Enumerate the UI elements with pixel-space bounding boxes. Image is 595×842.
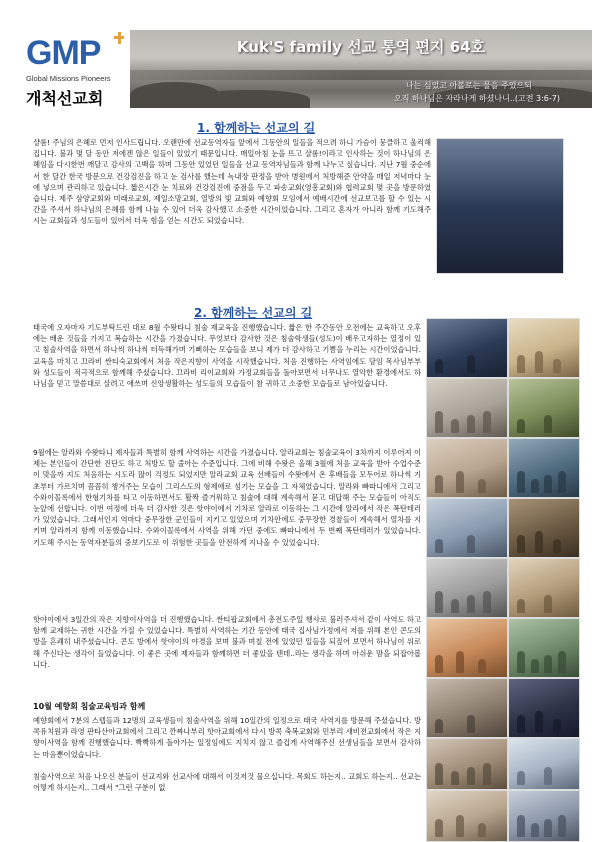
person-figure	[483, 411, 491, 433]
person-figure	[456, 815, 464, 837]
person-figure	[517, 715, 525, 733]
person-figure	[544, 595, 552, 613]
person-figure	[558, 651, 566, 673]
photo-worship-service	[436, 138, 564, 274]
person-figure	[544, 819, 552, 837]
gmp-logo	[22, 30, 132, 110]
person-figure	[531, 659, 539, 673]
photo-bedside-care	[426, 438, 508, 498]
person-figure	[435, 819, 443, 837]
section-1-paragraph: 샬롬! 주님의 은혜로 먼저 인사드립니다. 오랜만에 선교동역자들 앞에서 그동안의 일들을 적으려 하니 가슴이 뭉클하고 울컥해집니다. 불과 몇 달 동안 저에겐 않은 일들이 있었기 때문입니다. 매일아침 눈을 뜨고 샬롬!이라고 인사하는 것이 하나님의 은혜임을 다시한번 깨달고 감사의 고백을 하며 그동안 있었던 일들을 선교 동역자님들과 함께 나누고 싶습니다. 지난 7월 중순에서 한 달간 한국 방문으로 건강검진을 하고 눈 검사를 했는데 녹내장 판정을 받아 병원에서 처방해준 안약을 매일 저녁마다 눈에 넣으며 관리하고 있습니다. 짧은시간 눈 치료와 건강검진에 중점을 두고 파송교회(영흥교회)와 협력교회 몇 곳을 방문하였습니다. 제주 삼양교회와 미래로교회, 제일소망교회, 열방의 빛 교회와 예향회 모임에서 예배시간에 선교보고를 할 수 있는 시간을 주셔서 하나님의 은혜를 함께 나눌 수 있어 더욱 감사했고 소중한 시간이었습니다. 그리고 혼자가 아니라 함께 기도해주시는 교회들과 성도들이 있어서 더욱 힘을 얻는 시간도 되었습니다.	[33, 138, 431, 226]
photo-evening-city	[508, 678, 580, 738]
photo-group-teaching	[508, 318, 580, 378]
person-figure	[544, 767, 552, 785]
person-figure	[478, 823, 486, 837]
photo-outdoor-treatment	[508, 378, 580, 438]
verse-line-2: 오직 하나님은 자라나게 하셨나니..(고전 3:6-7)	[394, 94, 560, 103]
person-figure	[456, 471, 464, 493]
photo-outdoor-group	[508, 618, 580, 678]
person-figure	[435, 719, 443, 733]
person-figure	[435, 411, 443, 433]
photo-fill	[437, 139, 563, 273]
person-figure	[517, 419, 525, 433]
person-figure	[467, 715, 475, 733]
person-figure	[517, 471, 525, 493]
church-name: 개척선교회	[26, 89, 104, 108]
person-figure	[531, 823, 539, 837]
section-2-title: 2. 함께하는 선교의 길	[194, 306, 313, 320]
person-figure	[531, 479, 539, 493]
person-figure	[483, 763, 491, 785]
section-2-paragraph-3: 핫야이에서 3일간의 작은 지향이사역을 더 진행했습니다. 싼티팝교회에서 총전도주일 행사로 불러주셔서 같이 사역도 하고 함께 교제하는 귀한 시간을 가질 수 있었습니다. 특별히 사역하는 기간 동안에 태국 집사님가정에서 저를 위해 본인 콘도의 방을 흔쾌히 내주셨습니다. 콘도 방에서 핫야이의 야경을 보며 불과 며칠 전에 있었던 일들을 되짚어 보면서 하나님이 위로해 주신다는 생각이 들었습니다. 이 좋은 곳에 제자들과 함께하면 더 좋았을 텐데..라는 생각을 하며 아쉬운 맘을 되잡아봅니다.	[33, 615, 421, 669]
section-3-paragraph-1: 예향회에서 7분의 스텝들과 12명의 교육생들이 침술사역을 위해 10일간의 일정으로 태국 사역지를 방문해 주셨습니다. 방콕유치원과 라영 판타산아교회에서 그리고 깐짜나부리 핫아교회에서 다시 방콕 축복교회와 민부리 새비젼교회에서 작은 지향이사역을 함께 진행했습니다. 빡빡하게 돌아가는 일정임에도 지치지 않고 즐겁게 사역해주신 선생님들을 보면서 감사하는 마음뿐이었습니다.	[33, 716, 421, 759]
person-figure	[553, 539, 561, 553]
person-figure	[517, 815, 525, 837]
person-figure	[435, 359, 443, 373]
photo-train-travel	[426, 558, 508, 618]
person-figure	[467, 415, 475, 433]
section-2-paragraph-2: 9월에는 알라와 수왓타니 제자들과 특별히 함께 사역하는 시간을 가졌습니다. 알라교회는 침술교육이 3차까지 이루어져 이제는 본인들이 간단한 진단도 하고 처방도 할 줄아는 수준입니다. 그에 비해 수왓은 올해 3월에 처음 교육을 받아 수업수준이 맞을까 지도 처음하는 시도라 많이 걱정도 되었지만 알라교회 교육 선배들이 수왓에서 온 후배들을 모두어로 하나씩 기초부터 가르치며 꼼꼼히 챙겨주는 모습이 그리스도의 형제애로 섬기는 모습을 그 자체였습니다. 알라와 빠따니에서 그리고 수와이꼴록에서 한형기차를 타고 이동하면서도 활짝 즐거워하고 침술에 대해 계속해서 묻고 대답해 주는 모습들이 아직도 눈앞에 선합니다. 이번 여정에 더욱 더 감사한 것은 핫야이에서 기차로 알라로 이동하는 그 시간에 알라에서 작은 폭탄테러가 있었습니다. 그래서인지 역마다 중무장한 군인들이 지키고 있었으며 기차안에도 중무장한 경찰들이 계속해서 열차를 지키며 알라까지 함께 이동했습니다. 수와이꼴록에서 사역을 위해 가던 중에도 빠따니에서 두 번째 폭탄테러가 있었습니다. 기도해 주시는 동역자분들의 중보기도로 이 위험한 곳들을 안전하게 지나올 수 있었습니다.	[33, 448, 421, 547]
person-figure	[451, 599, 459, 613]
person-figure	[558, 471, 566, 493]
person-figure	[517, 651, 525, 673]
photo-clinic-line	[426, 790, 508, 842]
person-figure	[483, 591, 491, 613]
person-figure	[544, 475, 552, 493]
person-figure	[535, 711, 543, 733]
photo-acupuncture-class	[426, 378, 508, 438]
photo-treatment-session	[426, 738, 508, 790]
person-figure	[435, 475, 443, 493]
person-figure	[558, 815, 566, 837]
header-banner	[130, 30, 592, 108]
newsletter-title: Kuk'S family 선교 통역 편지 64호	[236, 38, 486, 56]
person-figure	[544, 415, 552, 433]
person-figure	[435, 539, 443, 553]
person-figure	[478, 479, 486, 493]
newsletter-header	[0, 0, 595, 108]
person-figure	[553, 719, 561, 733]
person-figure	[478, 659, 486, 673]
section-3-title: 10월 예향회 침술교육팀과 함께	[33, 702, 146, 711]
photo-village-visit	[508, 498, 580, 558]
person-figure	[435, 763, 443, 785]
person-figure	[517, 599, 525, 613]
person-figure	[451, 771, 459, 785]
person-figure	[435, 655, 443, 673]
logo-text: GMP	[26, 34, 101, 72]
section-3-paragraph-2: 침술사역으로 처음 나오신 분들이 선교지와 선교사에 대해서 이것저것 물으십니다. 목회도 하는지.. 교회도 하는지.. 선교는 어떻게 하시는지.. 그래서 "그런 구분이 없	[33, 772, 421, 793]
photo-group-closing	[508, 790, 580, 842]
person-figure	[535, 531, 543, 553]
photo-prayer-time	[426, 678, 508, 738]
photo-group-portrait	[426, 498, 508, 558]
person-figure	[467, 595, 475, 613]
photo-team-portrait	[508, 738, 580, 790]
person-figure	[553, 359, 561, 373]
cross-icon	[114, 32, 124, 44]
photo-worship-service	[426, 318, 508, 378]
photo-church-gathering	[508, 438, 580, 498]
photo-team-meal	[426, 618, 508, 678]
person-figure	[517, 771, 525, 785]
person-figure	[535, 351, 543, 373]
person-figure	[544, 655, 552, 673]
person-figure	[467, 767, 475, 785]
person-figure	[456, 651, 464, 673]
person-figure	[435, 591, 443, 613]
person-figure	[467, 355, 475, 373]
person-figure	[451, 419, 459, 433]
section-2-paragraph-1: 태국에 오자마자 기도부탁드린 대로 8월 수왓타니 침술 재교육을 진행했습니다. 짧은 한 주간동안 오전에는 교육하고 오후에는 배운 것들을 가지고 복습하는 시간을 가졌습니다. 무엇보다 감사한 것은 침술학생들(성도)이 배우고자하는 열정이 있고 침술사역을 하면서 하나씩 하나씩 터득해가며 기뻐하는 모습들을 보니 제가 더 감사하고 기쁨을 누리는 시간이었습니다. 교육을 마치고 끄라비 싼티숙교회에서 처음 작은지향이 사역을 시작했습니다. 처음 진행하는 사역임에도 담임 목사님부부와 성도들이 적극적으로 함께해 주셨습니다. 끄라비 리이교회와 가정교회들을 돌아보면서 너무나도 열악한 환경에서도 하나님을 믿고 말씀대로 살려고 애쓰며 신앙생활하는 성도들의 모습들이 참 귀하고 소중한 모습들로 남아있습니다.	[33, 323, 421, 389]
verse-line-1: 나는 심었고 아볼로는 물을 주었으되	[405, 81, 532, 90]
person-figure	[517, 535, 525, 553]
person-figure	[467, 535, 475, 553]
section-1-title: 1. 함께하는 선교의 길	[197, 121, 316, 135]
person-figure	[517, 355, 525, 373]
logo-subtitle: Global Missions Pioneers	[26, 74, 111, 83]
photo-classroom	[508, 558, 580, 618]
